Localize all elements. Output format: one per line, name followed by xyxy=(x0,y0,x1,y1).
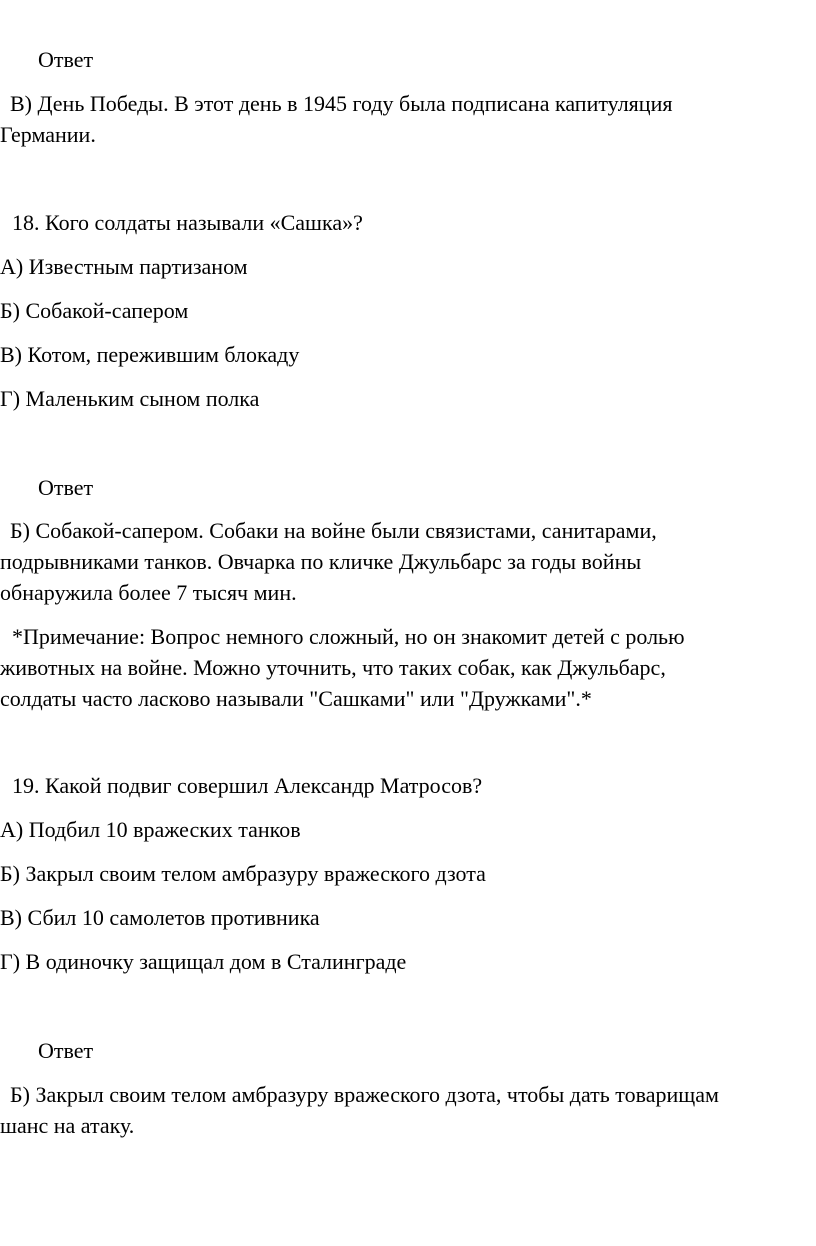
note-text-line: солдаты часто ласково называли "Сашками" или "Дружками".* xyxy=(0,686,592,711)
answer-label: Ответ xyxy=(38,475,94,500)
answer-text-line: Германии. xyxy=(0,122,96,147)
answer-text-line: В) День Победы. В этот день в 1945 году была подписана капитуляция xyxy=(10,91,673,116)
answer-text-line: подрывниками танков. Овчарка по кличке Джульбарс за годы войны xyxy=(0,549,642,574)
question-18-option-a: А) Известным партизаном xyxy=(0,254,248,279)
question-19-title: 19. Какой подвиг совершил Александр Матросов? xyxy=(12,773,483,798)
question-18-title: 18. Кого солдаты называли «Сашка»? xyxy=(12,210,363,235)
answer-text-line: шанс на атаку. xyxy=(0,1113,135,1138)
answer-text-line: обнаружила более 7 тысяч мин. xyxy=(0,580,297,605)
question-19-option-c: В) Сбил 10 самолетов противника xyxy=(0,905,320,930)
answer-label: Ответ xyxy=(38,47,94,72)
question-18-option-b: Б) Собакой-сапером xyxy=(0,298,189,323)
answer-text-line: Б) Закрыл своим телом амбразуру вражеского дзота, чтобы дать товарищам xyxy=(10,1082,719,1107)
answer-label: Ответ xyxy=(38,1038,94,1063)
question-18-option-c: В) Котом, пережившим блокаду xyxy=(0,342,300,367)
note-text-line: *Примечание: Вопрос немного сложный, но он знакомит детей с ролью xyxy=(12,624,685,649)
question-18-option-d: Г) Маленьким сыном полка xyxy=(0,386,260,411)
question-19-option-d: Г) В одиночку защищал дом в Сталинграде xyxy=(0,949,407,974)
note-text-line: животных на войне. Можно уточнить, что таких собак, как Джульбарс, xyxy=(0,655,666,680)
question-19-option-b: Б) Закрыл своим телом амбразуру вражеского дзота xyxy=(0,861,486,886)
answer-text-line: Б) Собакой-сапером. Собаки на войне были связистами, санитарами, xyxy=(10,518,657,543)
question-19-option-a: А) Подбил 10 вражеских танков xyxy=(0,817,301,842)
